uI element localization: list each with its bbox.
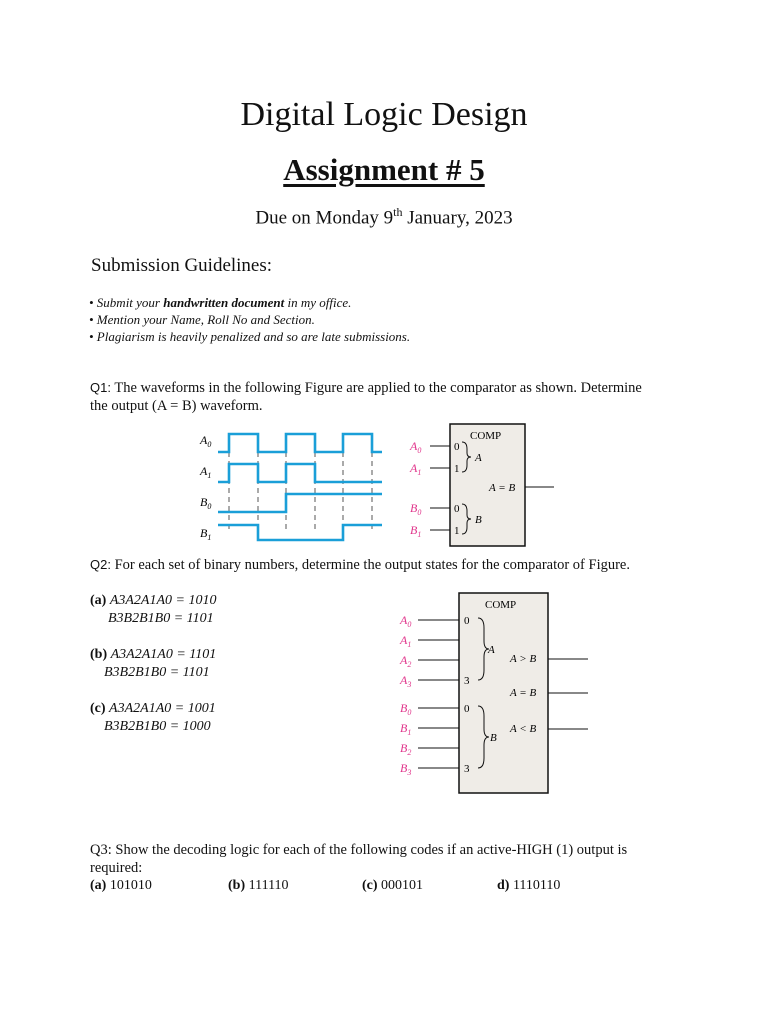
q1-comp-title: COMP [470,430,502,442]
q1-input-b0: $B_0$ [410,501,422,517]
q3-code-d: d) 1110110 [497,878,561,893]
q1-number: Q1: [90,380,111,395]
q2-comp-title: COMP [485,599,517,611]
q2-figure [390,588,600,798]
waveform-a1 [218,464,382,482]
q1-text: Q1: The waveforms in the following Figure are applied to the comparator as shown. Determine the output (A = B) waveform. [90,380,642,414]
q1-pin: 1 [454,525,460,537]
q1-pin: 1 [454,463,460,475]
q2-input-b2: $B_2$ [400,741,412,757]
q2-input-b0: $B_0$ [400,701,412,717]
due-date: Due on Monday 9th January, 2023 [255,205,513,229]
q2-pin: 0 [464,615,470,627]
q3-code-a: (a) 101010 [90,878,152,893]
q3-code-c: (c) 000101 [362,878,424,893]
q2-pin: 3 [464,675,470,687]
q1-pin: 0 [454,503,460,515]
document-title: Digital Logic Design [240,96,528,133]
waveform-b1 [218,525,382,540]
guideline-item: • Mention your Name, Roll No and Section. [89,312,315,327]
q1-input-b1: $B_1$ [410,523,422,539]
wave-label-b0: $B_0$ [200,495,212,511]
q2-group-b: B [490,732,497,744]
q2-set-b: (b) A3A2A1A0 = 1101 B3B2B1B0 = 1101 [90,647,217,680]
q2-text: Q2: For each set of binary numbers, determine the output states for the comparator of Figure. [90,557,630,573]
q2-input-a1: $A_1$ [400,633,412,649]
wave-label-a0: $A_0$ [200,433,212,449]
guidelines-heading: Submission Guidelines: [91,255,273,276]
q1-group-a: A [475,452,482,464]
q2-input-a2: $A_2$ [400,653,412,669]
q1-output-label: A = B [489,482,516,494]
waveform-b0 [218,494,382,512]
guidelines-list [89,294,410,345]
waveforms [218,434,382,540]
wave-label-a1: $A_1$ [200,464,212,480]
q2-input-b1: $B_1$ [400,721,412,737]
q3-code-b: (b) 111110 [228,878,289,893]
q2-input-b3: $B_3$ [400,761,412,777]
q1-figure [190,420,570,550]
assignment-heading: Assignment # 5 [283,152,485,187]
q2-number: Q2: [90,557,111,572]
q3-text: Q3: Show the decoding logic for each of the following codes if an active-HIGH (1) output is required: [90,842,628,876]
q2-set-a: (a) A3A2A1A0 = 1010 B3B2B1B0 = 1101 [90,593,217,626]
q2-output-eq: A = B [510,687,537,699]
q1-pin: 0 [454,441,460,453]
q2-set-c: (c) A3A2A1A0 = 1001 B3B2B1B0 = 1000 [90,701,216,734]
waveform-a0 [218,434,382,452]
wave-label-b1: $B_1$ [200,526,212,542]
q2-input-a3: $A_3$ [400,673,412,689]
q1-input-a1: $A_1$ [410,461,422,477]
guideline-item: • Plagiarism is heavily penalized and so are late submissions. [89,329,411,344]
q2-output-gt: A > B [510,653,537,665]
q2-pin: 0 [464,703,470,715]
q2-output-lt: A < B [510,723,537,735]
q1-group-b: B [475,514,482,526]
q2-input-a0: $A_0$ [400,613,412,629]
guideline-item: • Submit your handwritten document in my office. [89,295,352,310]
q2-group-a: A [488,644,495,656]
q2-pin: 3 [464,763,470,775]
q1-input-a0: $A_0$ [410,439,422,455]
